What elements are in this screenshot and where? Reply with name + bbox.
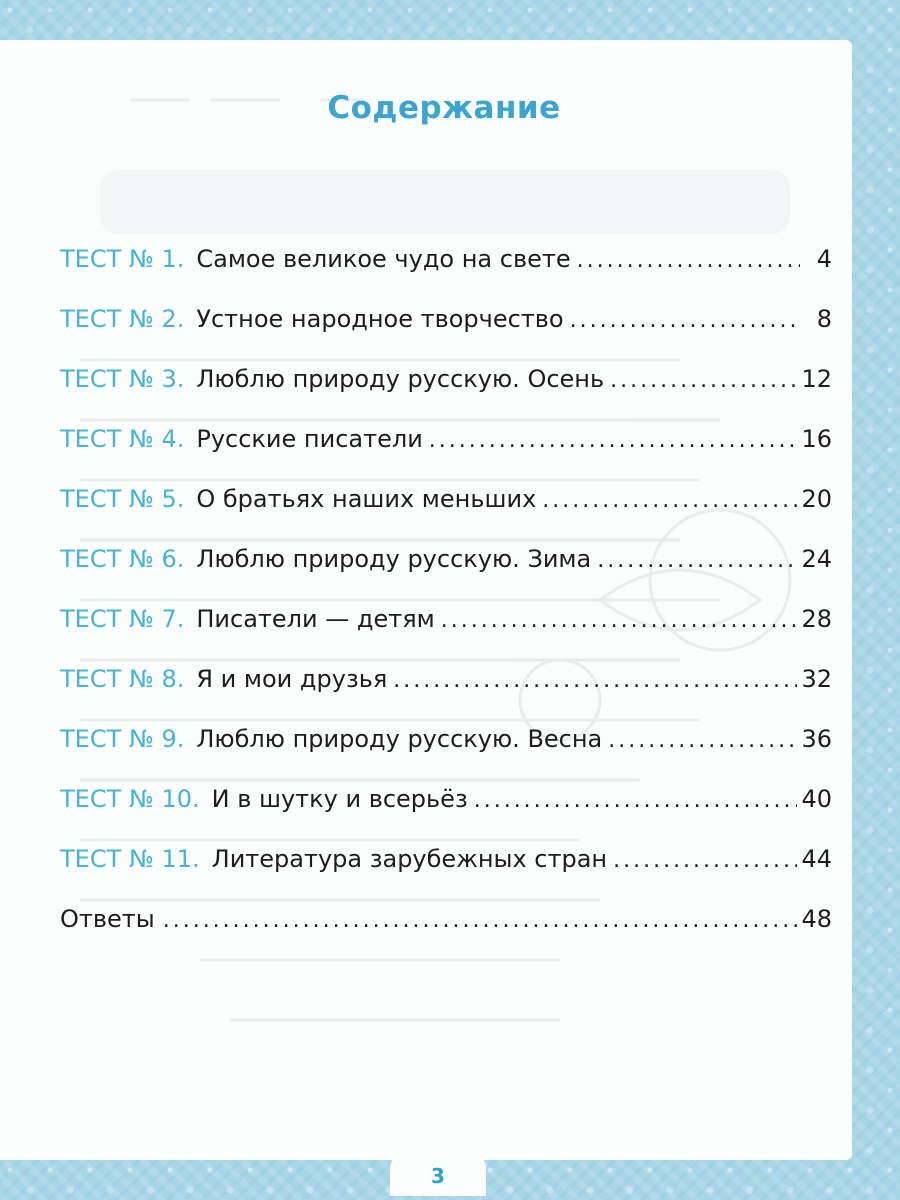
page-number: 12 (801, 365, 832, 393)
dot-leader (474, 788, 798, 813)
dot-leader (393, 668, 797, 693)
page-title: Содержание (327, 90, 561, 126)
test-title: Люблю природу русскую. Зима (196, 545, 592, 573)
dot-leader (429, 428, 798, 453)
toc-entry-answers[interactable] (60, 905, 832, 965)
toc-entry-test-5[interactable] (60, 485, 832, 545)
page-number: 44 (801, 845, 832, 873)
test-label: ТЕСТ № 5. (60, 485, 185, 513)
toc-entry-test-8[interactable] (60, 665, 832, 725)
test-label: ТЕСТ № 11. (60, 845, 200, 873)
test-label: ТЕСТ № 9. (60, 725, 185, 753)
page-number: 4 (816, 245, 832, 273)
test-title: Устное народное творчество (196, 305, 564, 333)
dot-leader (542, 488, 797, 513)
test-label: ТЕСТ № 2. (60, 305, 185, 333)
table-of-contents (60, 245, 832, 965)
test-label: ТЕСТ № 7. (60, 605, 185, 633)
dot-leader (577, 248, 800, 273)
page-number: 32 (801, 665, 832, 693)
toc-entry-test-9[interactable] (60, 725, 832, 785)
test-title: Я и мои друзья (196, 665, 388, 693)
dot-leader (163, 908, 798, 933)
toc-entry-test-3[interactable] (60, 365, 832, 425)
dot-leader (613, 848, 797, 873)
test-title: Люблю природу русскую. Весна (196, 725, 603, 753)
test-title: Русские писатели (196, 425, 423, 453)
toc-entry-test-4[interactable] (60, 425, 832, 485)
test-title: Люблю природу русскую. Осень (196, 365, 605, 393)
test-label: ТЕСТ № 3. (60, 365, 185, 393)
test-label: ТЕСТ № 4. (60, 425, 185, 453)
test-label: ТЕСТ № 1. (60, 245, 185, 273)
toc-entry-test-11[interactable] (60, 845, 832, 905)
answers-title: Ответы (60, 905, 155, 933)
page-number: 40 (801, 785, 832, 813)
page-number-tab (390, 1152, 486, 1196)
page-number: 48 (801, 905, 832, 933)
toc-entry-test-6[interactable] (60, 545, 832, 605)
test-label: ТЕСТ № 10. (60, 785, 200, 813)
dot-leader (610, 368, 797, 393)
toc-entry-test-10[interactable] (60, 785, 832, 845)
test-title: Писатели — детям (196, 605, 435, 633)
dot-leader (608, 728, 797, 753)
test-title: И в шутку и всерьёз (211, 785, 468, 813)
dot-leader (570, 308, 800, 333)
test-title: О братьях наших меньших (196, 485, 537, 513)
page-number: 8 (816, 305, 832, 333)
test-label: ТЕСТ № 6. (60, 545, 185, 573)
test-title: Литература зарубежных стран (211, 845, 608, 873)
content-sheet (0, 40, 852, 1160)
dot-leader (441, 608, 798, 633)
toc-entry-test-2[interactable] (60, 305, 832, 365)
page-number: 16 (801, 425, 832, 453)
page-number: 20 (801, 485, 832, 513)
page-number-label: 3 (431, 1164, 445, 1188)
test-label: ТЕСТ № 8. (60, 665, 185, 693)
toc-entry-test-1[interactable] (60, 245, 832, 305)
dot-leader (597, 548, 797, 573)
toc-entry-test-7[interactable] (60, 605, 832, 665)
page-number: 36 (801, 725, 832, 753)
page-number: 24 (801, 545, 832, 573)
page-number: 28 (801, 605, 832, 633)
test-title: Самое великое чудо на свете (196, 245, 571, 273)
